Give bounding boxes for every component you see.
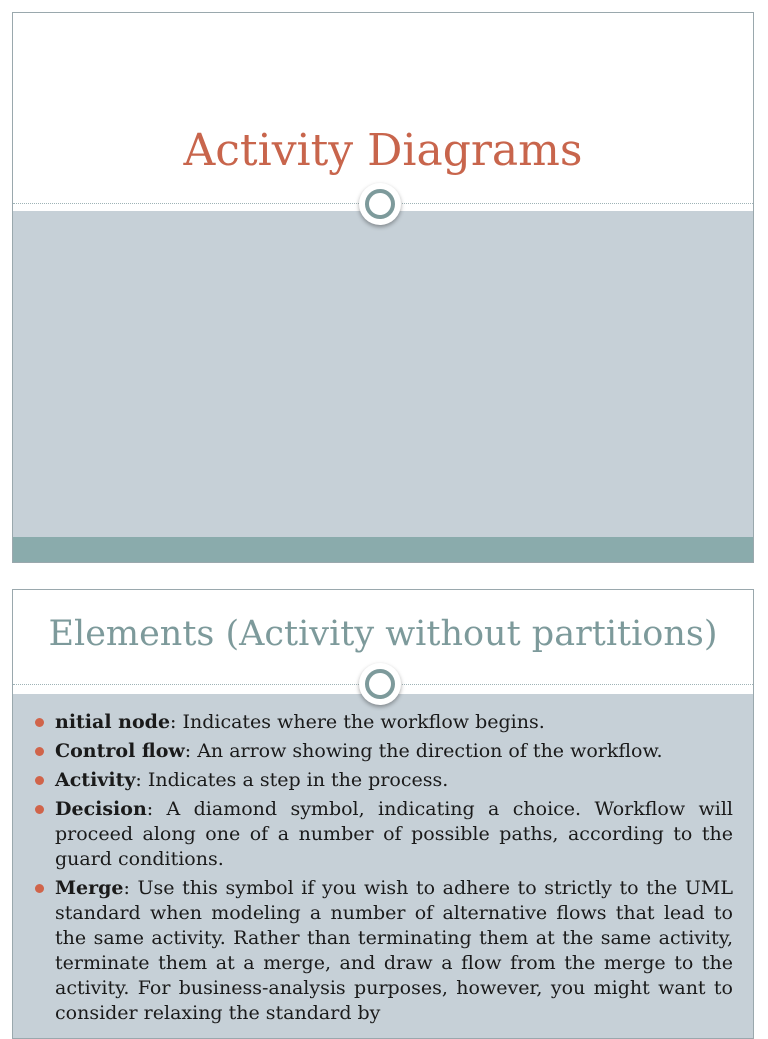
bullet-term: nitial node xyxy=(55,711,171,733)
slide-title-slide xyxy=(12,12,754,563)
bullet-list xyxy=(35,710,733,1030)
bullet-text: : A diamond symbol, indicating a choice. Workflow will proceed along one of a number of possible paths, according to the guard conditions. xyxy=(55,798,733,870)
circle-ring-icon xyxy=(359,183,401,225)
title-area xyxy=(13,13,753,205)
bullet-term: Merge xyxy=(55,877,124,899)
bullet-term: Decision xyxy=(55,798,147,820)
list-item xyxy=(35,710,733,735)
bullet-term: Activity xyxy=(55,769,136,791)
bullet-dot-icon xyxy=(35,805,44,814)
bullet-dot-icon xyxy=(35,776,44,785)
bullet-dot-icon xyxy=(35,747,44,756)
bullet-text: : An arrow showing the direction of the workflow. xyxy=(184,740,663,762)
slide-elements xyxy=(12,589,754,1039)
bullet-dot-icon xyxy=(35,884,44,893)
slide-title: Elements (Activity without partitions) xyxy=(48,614,718,654)
bullet-text: : Indicates a step in the process. xyxy=(135,769,449,791)
list-item xyxy=(35,739,733,764)
bullet-term: Control flow xyxy=(55,740,185,762)
list-item xyxy=(35,768,733,793)
content-area xyxy=(13,211,753,537)
slide-title: Activity Diagrams xyxy=(183,125,583,176)
list-item xyxy=(35,797,733,872)
bullet-text: : Indicates where the workflow begins. xyxy=(170,711,545,733)
list-item xyxy=(35,876,733,1026)
circle-ring-icon xyxy=(359,663,401,705)
bullet-text: : Use this symbol if you wish to adhere to strictly to the UML standard when modeling a number of alternative flows that lead to the same activity. Rather than terminating them at the same activity, terminate them at a merge, and draw a flow from the merge to the activity. For business-analysis purposes, however, you might want to consider relaxing the standard by xyxy=(55,877,733,1024)
footer-band xyxy=(13,537,753,563)
bullet-dot-icon xyxy=(35,718,44,727)
